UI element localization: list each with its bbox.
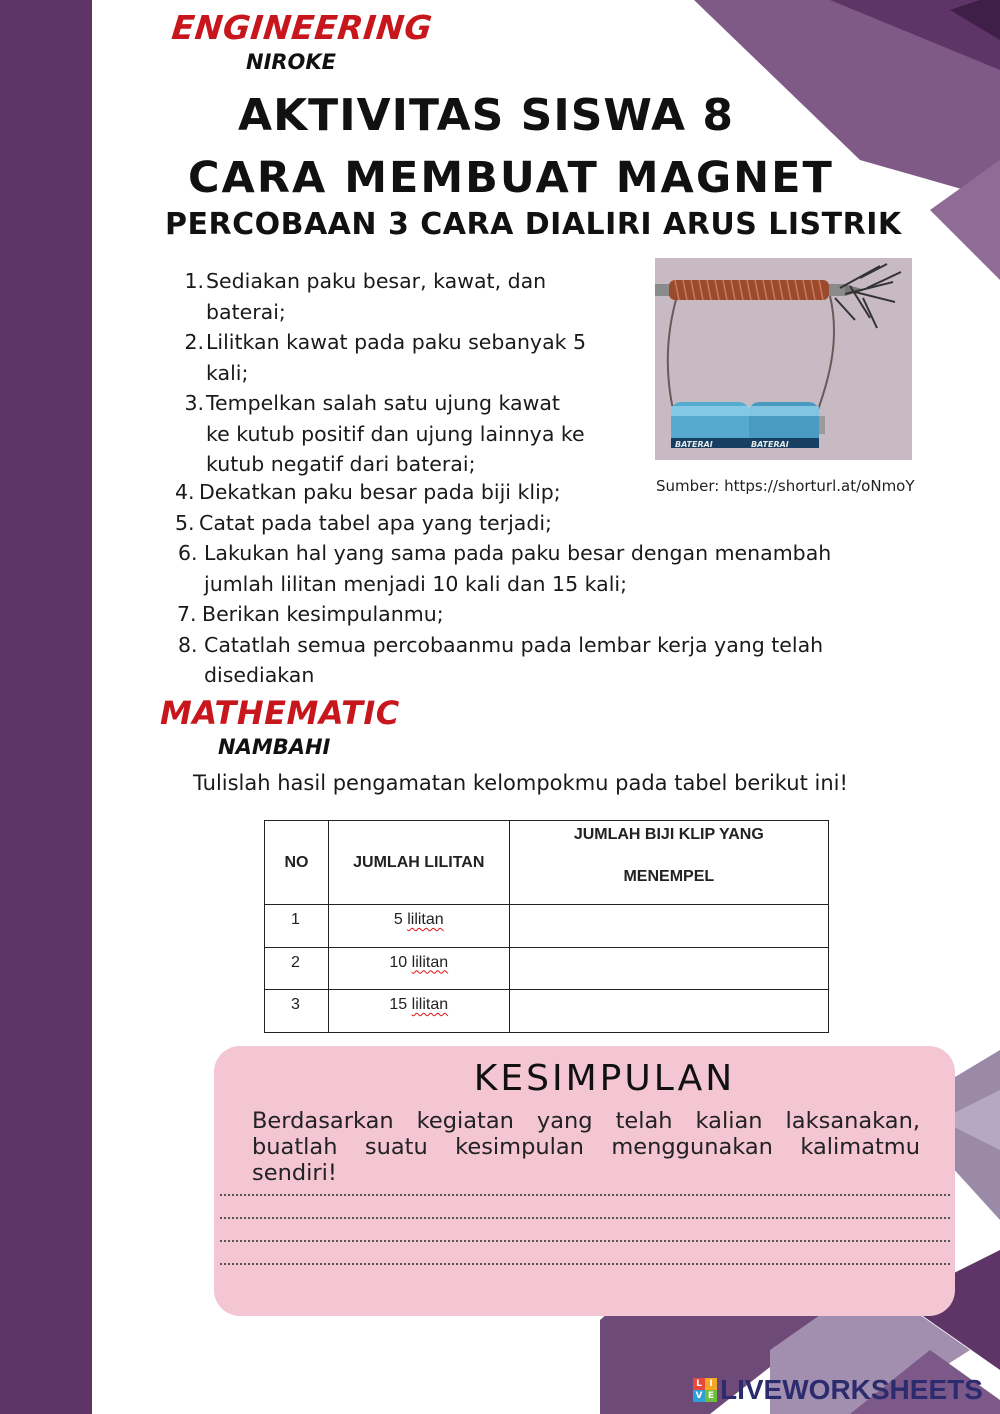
row-lilitan [328, 905, 509, 948]
step-number: 6. [178, 541, 198, 565]
step-line: Catatlah semua percobaanmu pada lembar kerja yang telah [204, 632, 824, 657]
row-no: 1 [265, 905, 329, 948]
figure-caption: Sumber: https://shorturl.at/oNmoY [656, 477, 915, 495]
step-2 [183, 327, 644, 388]
brand-name: LIVEWORKSHEETS [720, 1374, 983, 1405]
row-result-cell[interactable] [509, 990, 828, 1033]
steps-list-top [184, 266, 644, 480]
table-instruction: Tulislah hasil pengamatan kelompokmu pada tabel berikut ini! [193, 771, 848, 795]
observation-table [264, 820, 829, 1033]
table-row [265, 905, 829, 948]
table-row [265, 947, 829, 990]
row-count: 10 [389, 953, 408, 971]
engineering-subtitle: NIROKE [246, 50, 337, 74]
step-line: baterai; [206, 299, 286, 324]
liveworksheets-brand[interactable] [693, 1374, 983, 1406]
conclusion-title: KESIMPULAN [473, 1058, 736, 1099]
answer-line-2[interactable] [220, 1217, 950, 1219]
step-8 [178, 630, 935, 691]
logo-letter: L [693, 1378, 705, 1390]
step-number: 7. [177, 602, 197, 626]
step-line: ke kutub positif dan ujung lainnya ke [206, 421, 585, 446]
answer-line-3[interactable] [220, 1240, 950, 1242]
step-5 [175, 508, 935, 539]
step-line: kutub negatif dari baterai; [206, 452, 476, 476]
header-no: NO [265, 821, 329, 905]
step-3 [184, 388, 644, 480]
battery-label-2: BATERAI [751, 440, 789, 449]
engineering-title: ENGINEERING [169, 8, 435, 47]
step-line: disediakan [204, 663, 315, 687]
header-jumlah-biji-klip [509, 821, 828, 905]
logo-letter: I [705, 1378, 717, 1390]
electromagnet-illustration [655, 258, 912, 460]
step-line: Sediakan paku besar, kawat, dan [206, 269, 547, 293]
row-unit: lilitan [411, 953, 449, 971]
step-1 [184, 266, 644, 327]
header-line-2: MENEMPEL [623, 868, 715, 885]
step-number: 8. [178, 632, 198, 657]
step-line: Tempelkan salah satu ujung kawat [206, 391, 560, 415]
liveworksheets-logo-icon [693, 1378, 717, 1402]
step-line: Lilitkan kawat pada paku sebanyak 5 [206, 330, 587, 354]
experiment-title: PERCOBAAN 3 CARA DIALIRI ARUS LISTRIK [165, 207, 902, 242]
topic-title: CARA MEMBUAT MAGNET [188, 153, 834, 203]
step-number: 2. [184, 330, 204, 354]
answer-line-1[interactable] [220, 1194, 950, 1196]
left-purple-band [0, 0, 92, 1414]
step-line: Catat pada tabel apa yang terjadi; [199, 510, 552, 535]
row-unit: lilitan [411, 996, 449, 1013]
step-7 [177, 599, 935, 630]
header-jumlah-lilitan: JUMLAH LILITAN [328, 821, 509, 905]
step-6 [178, 538, 935, 599]
step-line: Berikan kesimpulanmu; [202, 602, 444, 626]
step-line: Dekatkan paku besar pada biji klip; [199, 480, 561, 504]
row-no: 2 [265, 947, 329, 990]
step-line: Lakukan hal yang sama pada paku besar dengan menambah [204, 541, 832, 565]
mathematic-title: MATHEMATIC [160, 694, 400, 732]
step-number: 3. [184, 391, 204, 415]
row-count: 15 [389, 996, 408, 1013]
header-line-1: JUMLAH BIJI KLIP YANG [573, 826, 764, 843]
answer-line-4[interactable] [220, 1263, 950, 1265]
step-line: jumlah lilitan menjadi 10 kali dan 15 kali; [204, 571, 628, 596]
row-result-cell[interactable] [509, 947, 828, 990]
row-lilitan [328, 947, 509, 990]
step-number: 4. [175, 480, 195, 504]
row-lilitan [328, 990, 509, 1033]
step-number: 5. [175, 510, 195, 535]
table-row [265, 990, 829, 1033]
battery-label-1: BATERAI [675, 440, 713, 449]
step-line: kali; [206, 360, 249, 385]
conclusion-prompt: Berdasarkan kegiatan yang telah kalian laksanakan, buatlah suatu kesimpulan menggunakan kalimatmu sendiri! [252, 1108, 920, 1186]
row-no: 3 [265, 990, 329, 1033]
electromagnet-figure [655, 258, 912, 460]
steps-list-bottom [175, 477, 935, 691]
conclusion-box [214, 1046, 955, 1316]
mathematic-subtitle: NAMBAHI [218, 735, 331, 759]
logo-letter: E [705, 1390, 717, 1402]
row-unit: lilitan [407, 911, 444, 928]
row-result-cell[interactable] [509, 905, 828, 948]
row-count: 5 [393, 911, 403, 928]
logo-letter: V [693, 1390, 705, 1402]
activity-title: AKTIVITAS SISWA 8 [238, 90, 734, 141]
table-header-row [265, 821, 829, 905]
step-number: 1. [184, 269, 204, 293]
